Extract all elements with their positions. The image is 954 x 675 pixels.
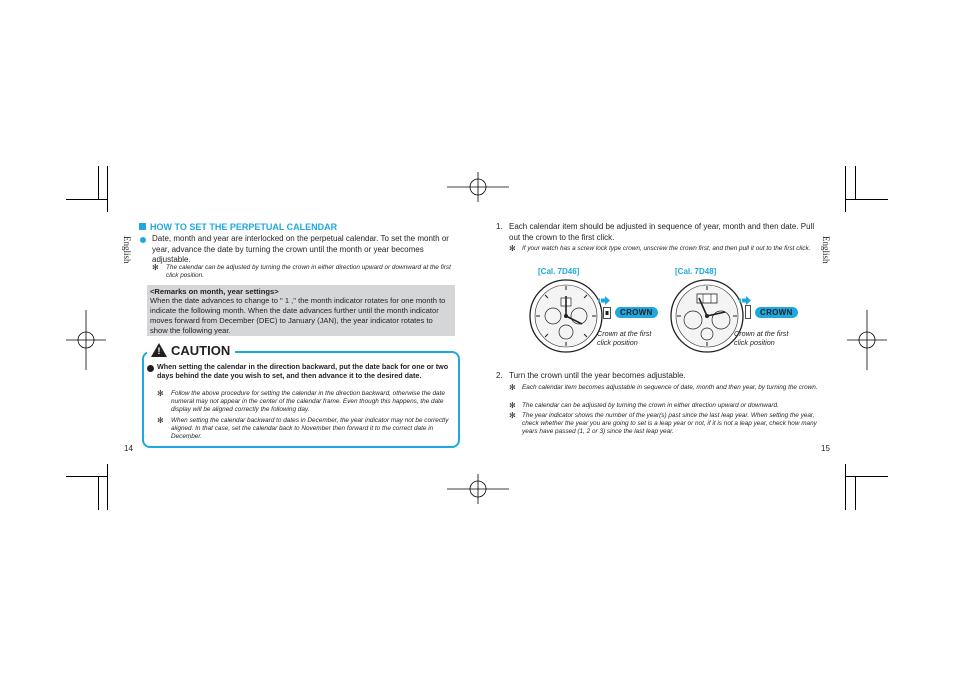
- crop-mark: [66, 199, 107, 200]
- registration-mark-icon: [847, 310, 887, 370]
- remarks-box: [147, 285, 455, 336]
- asterisk-icon: ✻: [157, 416, 164, 425]
- page-number: 14: [124, 444, 133, 453]
- registration-mark-icon: [447, 172, 509, 202]
- caution-note-1-text: Follow the above procedure for setting the calendar in the direction backward, otherwise the date numeral may not appear in the center of the calendar frame. Even though this happens, the date display will be aligned correctly the following day.: [171, 390, 445, 413]
- crown-caption: [734, 329, 788, 347]
- intro-text: Date, month and year are interlocked on the perpetual calendar. To set the month or year, advance the date by turning the crown until the month or year becomes adjustable.: [152, 234, 449, 264]
- remarks-title: <Remarks on month, year settings>: [150, 287, 279, 296]
- step-2-note-3: [509, 412, 819, 436]
- crown-caption-line: Crown at the first: [597, 329, 652, 338]
- crown-icon: [745, 305, 751, 319]
- caution-bullet-text: When setting the calendar in the direction backward, put the date back for one or two days behind the date you wish to set, and then advance it to the desired date.: [157, 362, 449, 381]
- crop-mark: [845, 464, 846, 510]
- step-1-note: [509, 245, 819, 253]
- crop-mark: [855, 166, 856, 199]
- cal-7d46-label: [Cal. 7D46]: [538, 267, 580, 276]
- step-2-text: Turn the crown until the year becomes adjustable.: [509, 371, 686, 380]
- step-2-note-2: [509, 402, 819, 410]
- crown-caption-line: Crown at the first: [734, 329, 789, 338]
- crown-caption-line: click position: [597, 338, 638, 347]
- step-2-number: 2.: [496, 371, 503, 380]
- crown-badge: CROWN: [755, 307, 798, 318]
- registration-mark-icon: [66, 310, 106, 370]
- crop-mark: [107, 464, 108, 510]
- asterisk-icon: ✻: [157, 389, 164, 398]
- step-2-note-3-text: The year indicator shows the number of the year(s) past since the last leap year. When setting the year, check whether the year you are going to set is a leap year or not, if it is not a leap year, check how many years have passed (1, 2 or 3) since the last leap year.: [522, 412, 817, 435]
- crown-caption-line: click position: [734, 338, 775, 347]
- pull-arrow-icon: [739, 296, 751, 305]
- crop-mark: [855, 476, 856, 510]
- crown-caption: [597, 329, 651, 347]
- crown-badge: CROWN: [615, 307, 658, 318]
- caution-note-2-text: When setting the calendar backward to dates in December, the year indicator may not be correctly aligned. In that case, set the calendar back to November then forward it to the correct date in December.: [171, 417, 449, 440]
- asterisk-icon: ✻: [509, 383, 516, 392]
- caution-title: [147, 343, 235, 358]
- intro-note-text: The calendar can be adjusted by turning the crown in either direction upward or downward at the first click position.: [166, 264, 451, 279]
- bullet-icon: [140, 237, 146, 243]
- crop-mark: [66, 476, 107, 477]
- section-heading-text: HOW TO SET THE PERPETUAL CALENDAR: [150, 222, 338, 232]
- step-2-note-1: [509, 384, 819, 392]
- asterisk-icon: ✻: [509, 244, 516, 253]
- caution-note-2: [157, 417, 451, 441]
- crop-mark: [98, 476, 99, 510]
- crop-mark: [846, 199, 888, 200]
- section-heading: [139, 222, 337, 232]
- step-1-note-text: If your watch has a screw lock type crown, unscrew the crown first, and then pull it out to the first click.: [522, 245, 811, 252]
- page-number: 15: [821, 444, 830, 453]
- asterisk-icon: ✻: [509, 411, 516, 420]
- remarks-text: When the date advances to change to " 1 ," the month indicator rotates for one month to indicate the following month. When the date advances further until the month indicator moves forward from December (DEC) to January (JAN), the year indicator rotates to show the following year.: [150, 296, 446, 335]
- watch-7d46-illustration: [528, 278, 604, 354]
- square-bullet-icon: [139, 223, 146, 230]
- crown-icon: [603, 307, 611, 319]
- bullet-icon: [147, 365, 154, 372]
- warning-icon: !: [151, 343, 167, 357]
- step-2-note-1-text: Each calendar item becomes adjustable in sequence of date, month and then year, by turning the crown.: [522, 384, 818, 391]
- caution-note-1: [157, 390, 451, 414]
- crop-mark: [846, 476, 888, 477]
- asterisk-icon: ✻: [152, 263, 159, 272]
- language-label: English: [821, 236, 831, 264]
- crop-mark: [98, 166, 99, 199]
- crop-mark: [845, 166, 846, 212]
- step-2-note-2-text: The calendar can be adjusted by turning the crown in either direction upward or downward.: [522, 402, 779, 409]
- step-1-number: 1.: [496, 222, 503, 231]
- asterisk-icon: ✻: [509, 401, 516, 410]
- language-label: English: [122, 236, 132, 264]
- cal-7d48-label: [Cal. 7D48]: [675, 267, 717, 276]
- intro-note: [152, 264, 460, 280]
- pull-arrow-icon: [598, 296, 610, 305]
- step-1-text: Each calendar item should be adjusted in sequence of year, month and then date. Pull out the crown to the first click.: [509, 222, 815, 242]
- crop-mark: [107, 166, 108, 212]
- registration-mark-icon: [447, 474, 509, 504]
- caution-title-text: CAUTION: [171, 343, 231, 358]
